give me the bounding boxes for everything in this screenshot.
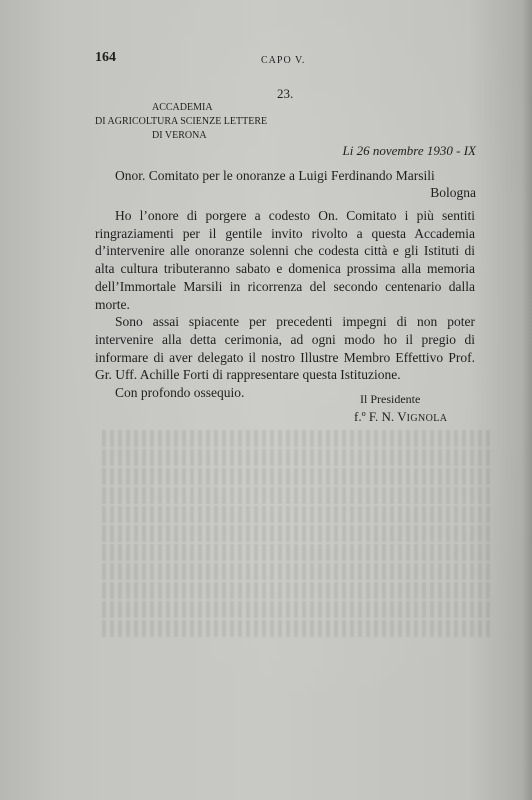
addressee: Onor. Comitato per le onoranze a Luigi Ferdinando Marsili xyxy=(115,168,435,183)
signature-title: Il Presidente xyxy=(360,392,421,406)
page-edge-shadow xyxy=(522,0,532,800)
letterhead-line: DI AGRICOLTURA SCIENZE LETTERE xyxy=(95,116,268,127)
body-paragraph: Ho l’onore di porgere a codesto On. Comitato i più sentiti ringraziamenti per il gentile invito rivolto a questa Accademia d’intervenire alle onoranze solenni che codesta città e gli Istituti di alta cultura tributeranno sabato e domenica prossima alla memoria dell’Immortale Marsili in ricorrenza del secondo centenario dalla morte. xyxy=(95,208,475,312)
addressee-city: Bologna xyxy=(430,185,476,200)
closing-line: Con profondo ossequio. xyxy=(115,385,245,401)
body-paragraph: Sono assai spiacente per precedenti impegni di non poter intervenire alla detta cerimonia, ad ogni modo ho il pregio di informare di aver delegato il nostro Illustre Membro Effettivo Prof. Gr. Uff. Achille Forti di rappresentare questa Istituzione. xyxy=(95,314,475,383)
show-through-texture xyxy=(100,430,490,680)
letterhead-line: DI VERONA xyxy=(152,130,207,141)
letterhead-line: ACCADEMIA xyxy=(152,102,213,113)
page-number: 164 xyxy=(95,50,116,65)
signature-surname: IGNOLA xyxy=(406,413,448,424)
letter-date: Li 26 novembre 1930 - IX xyxy=(342,143,476,158)
letter-body xyxy=(95,207,475,402)
chapter-heading: CAPO V. xyxy=(261,55,306,66)
letter-number: 23. xyxy=(277,86,294,101)
signature-name xyxy=(354,409,447,425)
signature-prefix: f.º F. N. V xyxy=(354,409,407,424)
